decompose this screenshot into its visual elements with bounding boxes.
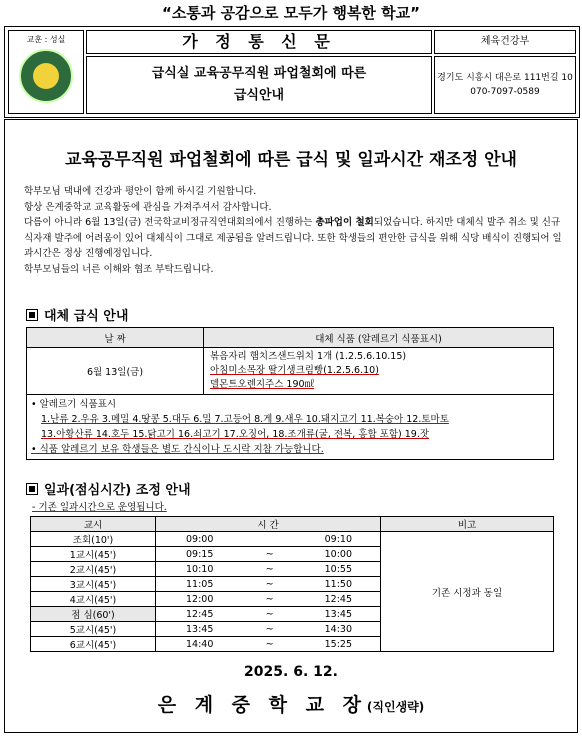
end-time: 12:45 xyxy=(290,592,381,607)
end-time: 15:25 xyxy=(290,637,381,652)
start-time: 14:40 xyxy=(156,637,250,652)
end-time: 14:30 xyxy=(290,622,381,637)
school-logo-icon xyxy=(19,49,73,103)
paragraph-2: 항상 은계중학교 교육활동에 관심을 가져주셔서 감사합니다. xyxy=(24,201,272,213)
start-time: 10:10 xyxy=(156,562,250,577)
contact-info xyxy=(434,56,576,114)
start-time: 12:00 xyxy=(156,592,250,607)
document-title: 교육공무직원 파업철회에 따른 급식 및 일과시간 재조정 안내 xyxy=(65,150,517,170)
col-period: 교시 xyxy=(31,517,156,532)
tilde: ~ xyxy=(250,592,290,607)
col-date: 날 짜 xyxy=(27,328,204,348)
meal-foods xyxy=(204,348,554,395)
school-motto: “소통과 공감으로 모두가 행복한 학교” xyxy=(162,4,420,22)
motto-label: 교훈 : 성실 xyxy=(26,35,66,44)
col-remark: 비고 xyxy=(381,517,554,532)
end-time: 10:55 xyxy=(290,562,381,577)
section1-title: 대체 급식 안내 xyxy=(44,309,129,324)
logo-cell xyxy=(8,30,84,114)
end-time: 11:50 xyxy=(290,577,381,592)
period: 4교시(45') xyxy=(31,592,156,607)
allergy-info xyxy=(27,395,554,460)
period: 5교시(45') xyxy=(31,622,156,637)
subtitle-line1: 급식실 교육공무직원 파업철회에 따른 xyxy=(151,66,367,81)
period: 2교시(45') xyxy=(31,562,156,577)
section2-heading xyxy=(26,479,191,498)
tilde: ~ xyxy=(250,562,290,577)
start-time: 11:05 xyxy=(156,577,250,592)
substitute-meal-table xyxy=(26,327,554,460)
tilde: ~ xyxy=(250,577,290,592)
allergy-line1: 1.난류 2.우유 3.메밀 4.땅콩 5.대두 6.밀 7.고등어 8.게 9.새우 10.돼지고기 11.복숭아 12.토마토 xyxy=(41,414,449,425)
start-time: 09:00 xyxy=(156,532,250,547)
tilde: ~ xyxy=(250,622,290,637)
col-food: 대체 식품 (알레르기 식품표시) xyxy=(204,328,554,348)
period: 조회(10') xyxy=(31,532,156,547)
section1-heading xyxy=(26,305,128,324)
meal-date: 6월 13일(금) xyxy=(27,348,204,395)
allergy-title: • 알레르기 식품표시 xyxy=(31,399,117,410)
tilde xyxy=(250,532,290,547)
paragraph-3 xyxy=(14,215,569,262)
schedule-table xyxy=(30,516,554,652)
department: 체육건강부 xyxy=(434,30,576,54)
tilde: ~ xyxy=(250,607,290,622)
intro-paragraphs xyxy=(14,184,569,278)
address: 경기도 시흥시 대은로 111번길 10 xyxy=(437,73,573,83)
end-time: 13:45 xyxy=(290,607,381,622)
start-time: 12:45 xyxy=(156,607,250,622)
end-time: 10:00 xyxy=(290,547,381,562)
period: 3교시(45') xyxy=(31,577,156,592)
start-time: 13:45 xyxy=(156,622,250,637)
p3-emphasis: 총파업이 철회 xyxy=(315,217,374,229)
end-time: 09:10 xyxy=(290,532,381,547)
col-time: 시 간 xyxy=(156,517,381,532)
paragraph-4: 학부모님들의 너른 이해와 협조 부탁드립니다. xyxy=(24,263,214,275)
tilde: ~ xyxy=(250,637,290,652)
period: 6교시(45') xyxy=(31,637,156,652)
food-item: 아침미소목장 딸기생크림빵(1.2.5.6.10) xyxy=(210,365,379,376)
square-bullet-icon xyxy=(26,483,38,495)
schedule-note: - 기존 일과시간으로 운영됩니다. xyxy=(32,502,167,513)
paragraph-1: 학부모님 댁내에 건강과 평안이 함께 하시길 기원합니다. xyxy=(24,186,257,197)
letter-subtitle xyxy=(86,56,432,114)
tilde: ~ xyxy=(250,547,290,562)
period: 1교시(45') xyxy=(31,547,156,562)
start-time: 09:15 xyxy=(156,547,250,562)
signature xyxy=(0,690,582,717)
issue-date: 2025. 6. 12. xyxy=(244,664,338,680)
food-item: 델몬트오렌지주스 190㎖ xyxy=(210,379,315,390)
seal-omitted-note: (직인생략) xyxy=(366,700,425,714)
food-item: 볶음자리 햄치즈샌드위치 1개 (1.2.5.6.10.15) xyxy=(210,351,407,362)
p3-part-c: 되었습니다. 하지만 대체식 발주 취소 및 신규 식자재 발주에 어려움이 있어 대체식이 그대로 제공됨을 알려드립니다. 또한 학생들의 편안한 급식을 위해 식당 배식이 진행되어 일과시간은 정상 진행예정입니다. xyxy=(24,217,562,260)
letter-title: 가 정 통 신 문 xyxy=(86,30,432,54)
allergy-note: • 식품 알레르기 보유 학생들은 별도 간식이나 도시락 지참 가능합니다. xyxy=(31,444,324,455)
p3-part-a: 다름이 아니라 6월 13일(금) 전국학교비정규직연대회의에서 진행하는 xyxy=(24,217,316,229)
period: 점 심(60') xyxy=(31,607,156,622)
section2-title: 일과(점심시간) 조정 안내 xyxy=(44,483,191,498)
letter-header xyxy=(4,26,580,118)
allergy-line2: 13.아황산류 14.호두 15.닭고기 16.쇠고기 17.오징어, 18.조개류(굴, 전복, 홍합 포함) 19.잣 xyxy=(41,429,430,440)
phone: 070-7097-0589 xyxy=(470,87,540,97)
signer-name: 은 계 중 학 교 장 xyxy=(157,694,367,716)
square-bullet-icon xyxy=(26,309,38,321)
remark: 기존 시정과 동일 xyxy=(381,532,554,652)
subtitle-line2: 급식안내 xyxy=(233,88,285,103)
